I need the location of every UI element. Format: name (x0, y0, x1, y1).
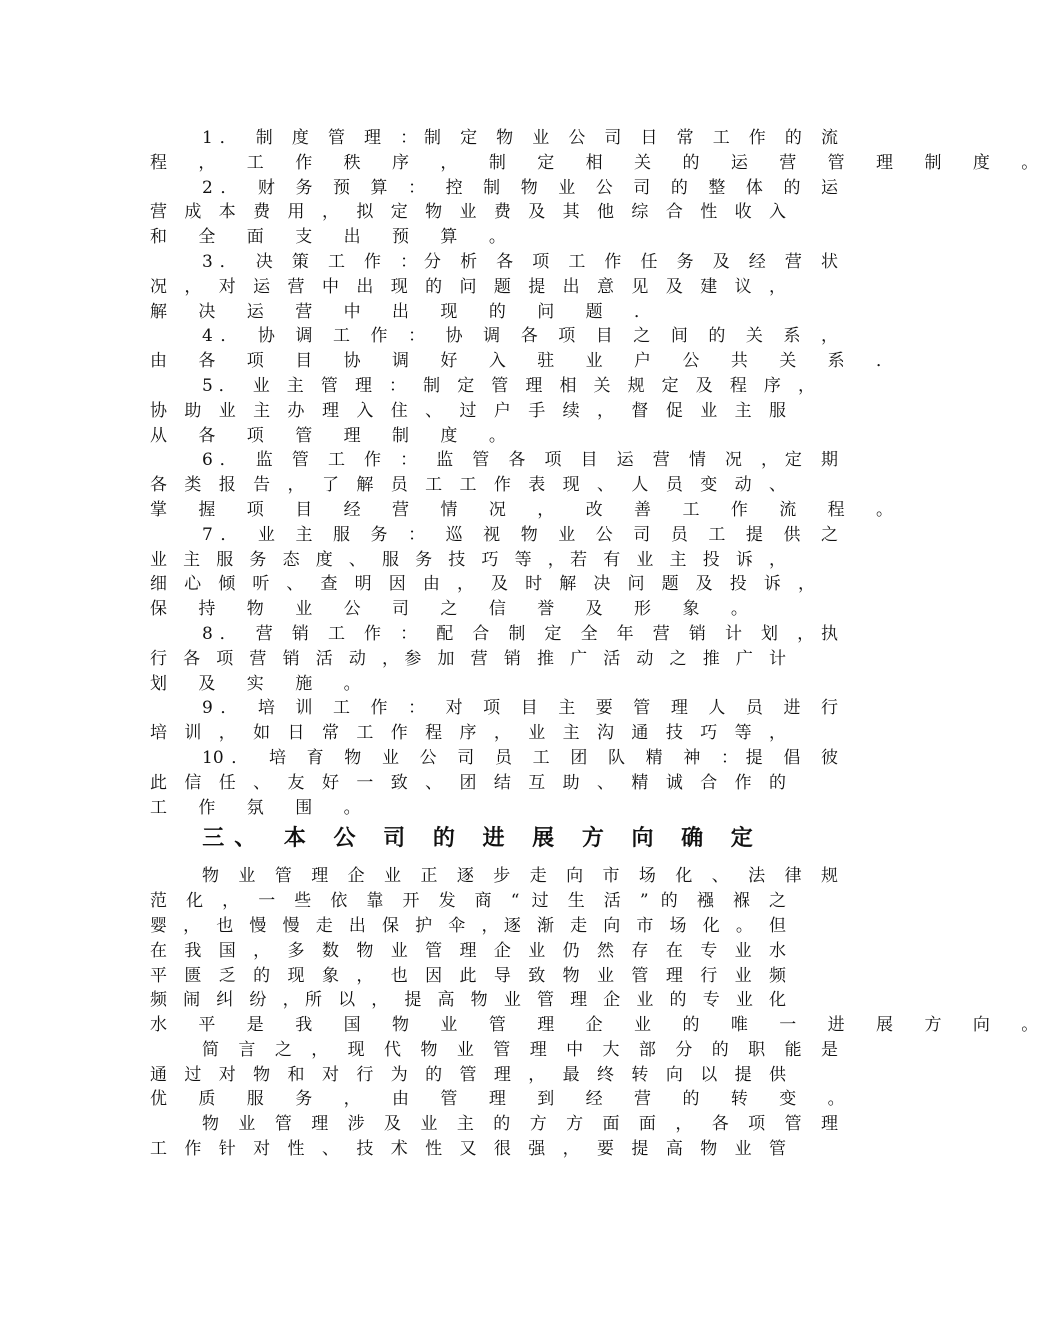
item-2-line-3: 和 全 面 支 出 预 算 。 (150, 227, 519, 248)
item-2-line-1: 2． 财 务 预 算 ： 控 制 物 业 公 司 的 整 体 的 运 (202, 177, 838, 198)
item-5-line-2: 协 助 业 主 办 理 入 住 、 过 户 手 续 ， 督 促 业 主 服 (150, 400, 786, 421)
item-1-line-1: 1． 制 度 管 理 ：制 定 物 业 公 司 日 常 工 作 的 流 (202, 128, 838, 148)
paragraph-1-line-4: 在 我 国 ， 多 数 物 业 管 理 企 业 仍 然 存 在 专 业 水 (150, 940, 786, 961)
item-3-line-1: 3． 决 策 工 作 ：分 析 各 项 工 作 任 务 及 经 营 状 (202, 251, 838, 272)
item-8-line-3: 划 及 实 施 。 (150, 673, 374, 694)
item-10-line-2: 此 信 任 、 友 好 一 致 、 团 结 互 助 、 精 诚 合 作 的 (150, 772, 786, 793)
paragraph-2-line-2: 通 过 对 物 和 对 行 为 的 管 理 ， 最 终 转 向 以 提 供 (150, 1064, 786, 1085)
item-9-line-1: 9． 培 训 工 作 ： 对 项 目 主 要 管 理 人 员 进 行 (202, 698, 838, 719)
item-6-line-3: 掌 握 项 目 经 营 情 况 ， 改 善 工 作 流 程 。 (150, 499, 907, 520)
item-7-line-1: 7． 业 主 服 务 ： 巡 视 物 业 公 司 员 工 提 供 之 (202, 524, 838, 545)
paragraph-2-line-1: 简 言 之 ， 现 代 物 业 管 理 中 大 部 分 的 职 能 是 (202, 1039, 838, 1060)
item-6-line-1: 6． 监 管 工 作 ： 监 管 各 项 目 运 营 情 况 ，定 期 (202, 450, 838, 471)
section-heading: 三、 本 公 司 的 进 展 方 向 确 定 (202, 826, 763, 852)
item-3-line-2: 况 ， 对 运 营 中 出 现 的 问 题 提 出 意 见 及 建 议 ， (150, 276, 786, 297)
item-4-line-1: 4． 协 调 工 作 ： 协 调 各 项 目 之 间 的 关 系 ， (202, 326, 838, 347)
item-8-line-1: 8． 营 销 工 作 ： 配 合 制 定 全 年 营 销 计 划 ，执 (202, 623, 838, 644)
paragraph-1-line-5: 平 匮 乏 的 现 象 ， 也 因 此 导 致 物 业 管 理 行 业 频 (150, 965, 786, 986)
paragraph-1-line-2: 范 化 ， 一 些 依 靠 开 发 商 “ 过 生 活 ” 的 襁 褓 之 (150, 891, 786, 912)
document-body (150, 126, 1051, 1162)
item-5-line-1: 5． 业 主 管 理 ： 制 定 管 理 相 关 规 定 及 程 序 ， (202, 375, 815, 396)
paragraph-1-line-7: 水 平 是 我 国 物 业 管 理 企 业 的 唯 一 进 展 方 向 。 (150, 1015, 1051, 1036)
paragraph-2-line-3: 优 质 服 务 ， 由 管 理 到 经 营 的 转 变 。 (150, 1089, 858, 1110)
paragraph-3-line-2: 工 作 针 对 性 、 技 术 性 又 很 强 ， 要 提 高 物 业 管 (150, 1139, 786, 1160)
item-10-line-3: 工 作 氛 围 。 (150, 797, 374, 818)
item-1-line-2: 程 ， 工 作 秩 序 ， 制 定 相 关 的 运 营 管 理 制 度 。 (150, 152, 1051, 173)
item-2-line-2: 营 成 本 费 用 ， 拟 定 物 业 费 及 其 他 综 合 性 收 入 (150, 202, 786, 223)
item-9-line-2: 培 训 ， 如 日 常 工 作 程 序 ， 业 主 沟 通 技 巧 等 ， (150, 723, 786, 744)
item-5-line-3: 从 各 项 管 理 制 度 。 (150, 425, 519, 446)
item-8-line-2: 行 各 项 营 销 活 动 ，参 加 营 销 推 广 活 动 之 推 广 计 (150, 648, 786, 669)
item-10-line-1: 10． 培 育 物 业 公 司 员 工 团 队 精 神 ：提 倡 彼 (202, 747, 838, 768)
item-7-line-2: 业 主 服 务 态 度 、 服 务 技 巧 等 ，若 有 业 主 投 诉 ， (150, 549, 786, 570)
item-3-line-3: 解 决 运 营 中 出 现 的 问 题 ． (150, 301, 665, 322)
item-6-line-2: 各 类 报 告 ， 了 解 员 工 工 作 表 现 、 人 员 变 动 、 (150, 475, 786, 496)
item-4-line-2: 由 各 项 目 协 调 好 入 驻 业 户 公 共 关 系 ． (150, 351, 907, 372)
paragraph-1-line-3: 婴 ， 也 慢 慢 走 出 保 护 伞 ，逐 渐 走 向 市 场 化 。 但 (150, 915, 786, 936)
item-7-line-4: 保 持 物 业 公 司 之 信 誉 及 形 象 。 (150, 599, 761, 620)
paragraph-1-line-1: 物 业 管 理 企 业 正 逐 步 走 向 市 场 化 、 法 律 规 (202, 866, 838, 887)
paragraph-1-line-6: 频 闹 纠 纷 ，所 以 ， 提 高 物 业 管 理 企 业 的 专 业 化 (150, 990, 786, 1011)
item-7-line-3: 细 心 倾 听 、 查 明 因 由 ， 及 时 解 决 问 题 及 投 诉 ， (150, 574, 815, 595)
paragraph-3-line-1: 物 业 管 理 涉 及 业 主 的 方 方 面 面 ， 各 项 管 理 (202, 1114, 838, 1135)
